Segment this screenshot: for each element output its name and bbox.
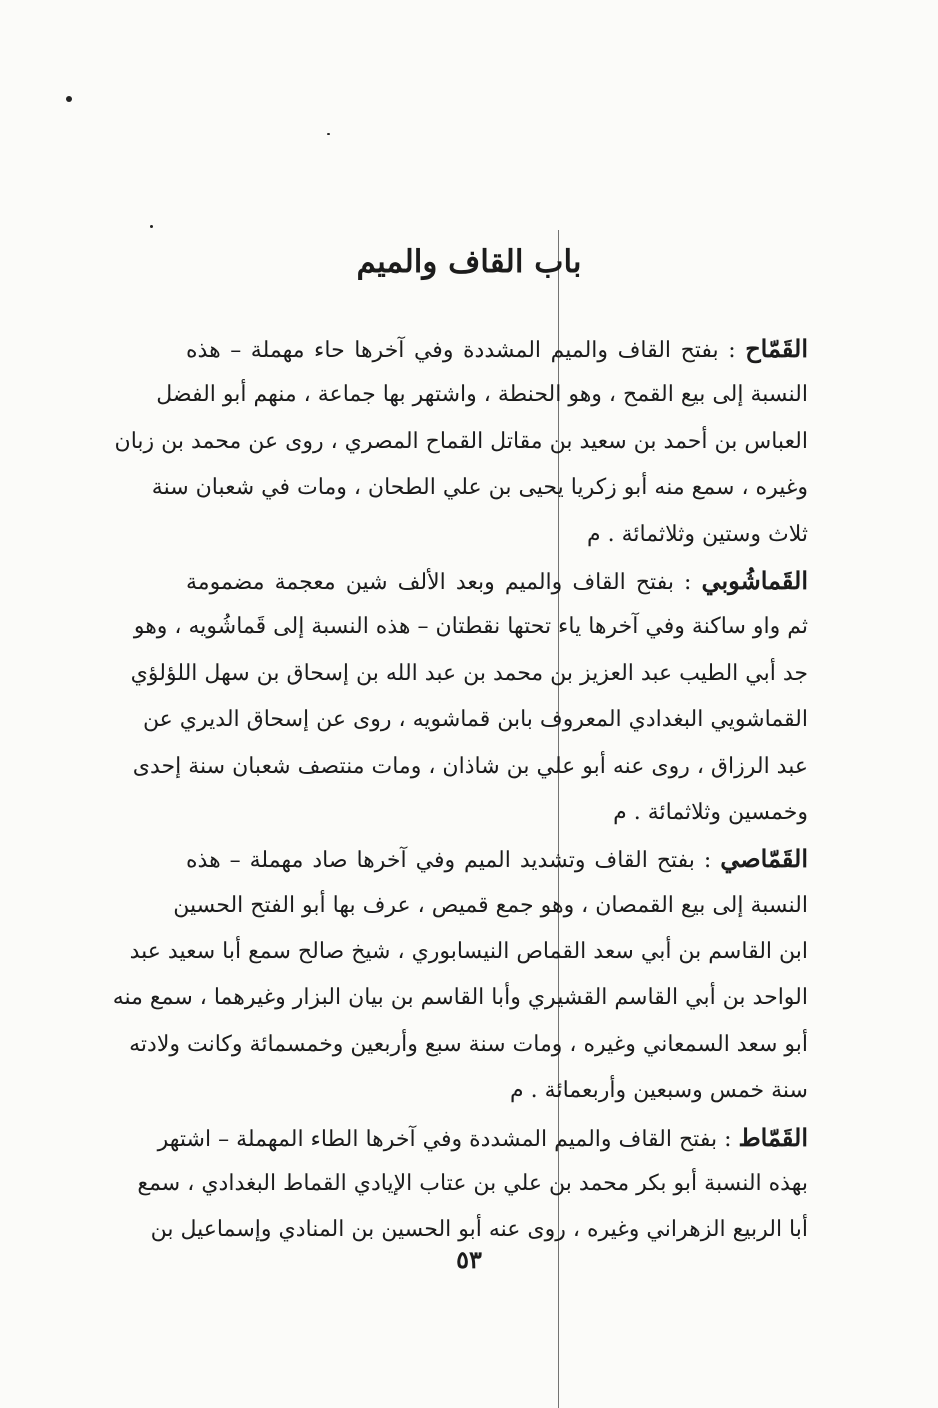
ink-speck [66, 96, 72, 102]
entry-first-line [186, 558, 808, 604]
text-line: ثم واو ساكنة وفي آخرها ياء تحتها نقطتان – هذه النسبة إلى قَماشُويه ، وهو [133, 614, 808, 640]
text-line: النسبة إلى بيع القمح ، وهو الحنطة ، واشتهر بها جماعة ، منهم أبو الفضل [156, 382, 808, 408]
text-line: ثلاث وستين وثلاثمائة . م [587, 521, 808, 547]
entry-first-line [186, 326, 808, 372]
text-line: الواحد بن أبي القاسم القشيري وأبا القاسم بن بيان البزار وغيرهما ، سمع منه [112, 985, 808, 1011]
text-line: أبو سعد السمعاني وغيره ، ومات سنة سبع وأربعين وخمسمائة وكانت ولادته [129, 1031, 808, 1057]
text-line: القماشويي البغدادي المعروف بابن قماشويه ، روى عن إسحاق الديري عن [142, 707, 808, 733]
entry [130, 558, 808, 836]
page-number: ٥٣ [456, 1245, 482, 1274]
dictionary-entries [112, 326, 808, 1254]
entry-headword: القَمّاط [738, 1122, 808, 1152]
text-line: عبد الرزاق ، روى عنه أبو علي بن شاذان ، ومات منتصف شعبان سنة إحدى [132, 753, 808, 779]
text-line: أبا الربيع الزهراني وغيره ، روى عنه أبو الحسين بن المنادي وإسماعيل بن [150, 1217, 808, 1243]
text-line: جد أبي الطيب عبد العزيز بن محمد بن عبد الله بن إسحاق بن سهل اللؤلؤي [130, 660, 808, 686]
entry [114, 326, 808, 558]
entry-headword: القَماشُوبي [701, 565, 808, 595]
text-line: سنة خمس وسبعين وأربعمائة . م [510, 1078, 808, 1104]
entry-first-line [157, 1115, 808, 1161]
text-line: النسبة إلى بيع القمصان ، وهو جمع قميص ، عرف بها أبو الفتح الحسين [173, 892, 808, 918]
ink-speck [327, 133, 330, 135]
text-line: وغيره ، سمع منه أبو زكريا يحيى بن علي الطحان ، ومات في شعبان سنة [151, 475, 808, 501]
chapter-title: باب القاف والميم [356, 244, 582, 280]
text-line: ابن القاسم بن أبي سعد القماص النيسابوري ، شيخ صالح سمع أبا سعيد عبد [129, 939, 808, 965]
text-line: وخمسين وثلاثمائة . م [613, 799, 808, 825]
entry-headword: القَمّاح [745, 334, 808, 363]
text-line: : بفتح القاف والميم المشددة وفي آخرها الطاء المهملة – اشتهر [157, 1126, 739, 1152]
text-line: : بفتح القاف والميم وبعد الألف شين معجمة مضمومة [186, 569, 702, 595]
entry-headword: القَمّاصي [720, 844, 808, 874]
ink-speck [150, 225, 153, 228]
entry [112, 836, 808, 1114]
text-line: : بفتح القاف وتشديد الميم وفي آخرها صاد مهملة – هذه [186, 848, 721, 874]
text-line: العباس بن أحمد بن سعيد بن مقاتل القماح المصري ، روى عن محمد بن زبان [114, 428, 808, 454]
text-line: : بفتح القاف والميم المشددة وفي آخرها حاء مهملة – هذه [186, 338, 746, 363]
entry-first-line [186, 836, 808, 882]
entry [137, 1115, 808, 1254]
text-line: بهذه النسبة أبو بكر محمد بن علي بن عتاب الإيادي القماط البغدادي ، سمع [137, 1171, 808, 1197]
